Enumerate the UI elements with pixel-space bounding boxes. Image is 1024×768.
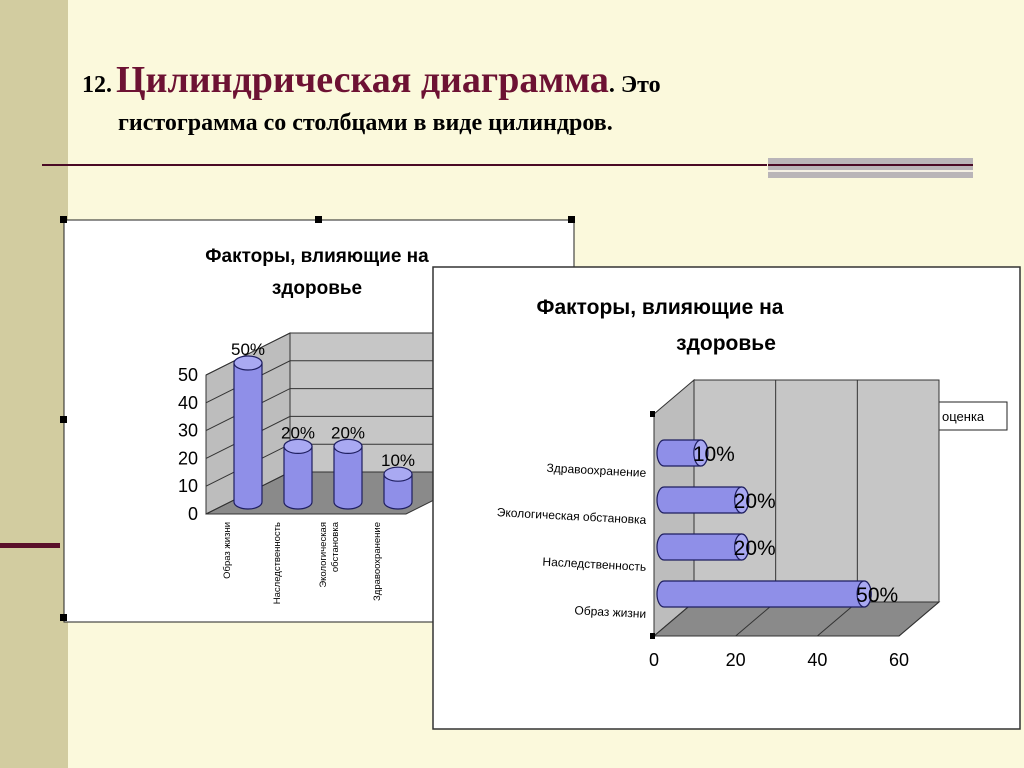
chart1-y-tick-label: 30 <box>177 420 198 441</box>
selection-handle[interactable] <box>60 216 67 223</box>
slide-title-rest: . Это <box>608 72 661 98</box>
chart1-y-tick-label: 40 <box>177 392 198 413</box>
chart2-category-label: Образ жизни <box>574 603 647 621</box>
chart1-data-label: 20% <box>280 423 316 443</box>
chart2-x-tick-label: 0 <box>648 650 660 670</box>
chart2-title-line1: Факторы, влияющие на <box>536 296 784 319</box>
chart2-data-label: 20% <box>733 537 776 560</box>
legend-label: оценка <box>942 409 985 424</box>
chart1-title-line2: здоровье <box>271 278 363 299</box>
chart1-y-tick-label: 10 <box>177 476 198 497</box>
chart1-data-label: 10% <box>380 451 416 471</box>
selection-handle[interactable] <box>60 614 67 621</box>
slide-title: Цилиндрическая диаграмма <box>116 59 609 101</box>
title-divider <box>42 164 767 166</box>
chart1-data-label: 50% <box>230 340 266 359</box>
chart2-bar <box>657 581 871 607</box>
chart2-axis-marker <box>650 411 655 417</box>
chart1-bar <box>234 363 262 509</box>
chart1-category-label: Экологическая <box>318 522 329 588</box>
slide-number: 12. <box>82 72 112 98</box>
chart2-x-tick-label: 20 <box>725 650 746 670</box>
chart2-category-label: Здравоохранение <box>546 460 647 480</box>
horizontal-cylinder-chart[interactable] <box>432 266 1022 732</box>
chart1-bar <box>284 446 312 509</box>
side-decoration-line <box>0 543 60 548</box>
slide-heading <box>82 58 982 136</box>
selection-handle[interactable] <box>568 216 575 223</box>
chart2-data-label: 20% <box>733 490 776 513</box>
chart2-category-label: Экологическая обстановка <box>496 505 647 527</box>
chart1-bar <box>334 446 362 509</box>
chart1-category-label: обстановка <box>330 522 341 573</box>
chart1-category-label: Образ жизни <box>222 522 233 579</box>
chart2-data-label: 10% <box>692 443 735 466</box>
chart2-title-line2: здоровье <box>676 332 776 355</box>
chart1-category-label: Наследственность <box>272 522 283 605</box>
chart1-y-tick-label: 50 <box>177 365 198 385</box>
chart1-title-line1: Факторы, влияющие на <box>205 246 429 267</box>
selection-handle[interactable] <box>315 216 322 223</box>
slide-subtitle: гистограмма со столбцами в виде цилиндров. <box>118 110 613 136</box>
chart1-category-label: Здравоохранение <box>372 522 383 601</box>
chart2-category-label: Наследственность <box>542 554 647 574</box>
chart2-x-tick-label: 40 <box>807 650 828 670</box>
selection-handle[interactable] <box>60 416 67 423</box>
chart1-y-tick-label: 0 <box>187 504 198 524</box>
chart1-y-tick-label: 20 <box>177 448 198 469</box>
chart2-axis-marker <box>650 633 655 639</box>
title-divider-block <box>768 158 973 178</box>
chart2-data-label: 50% <box>856 584 899 607</box>
chart2-x-tick-label: 60 <box>888 650 910 670</box>
side-decoration-bar <box>0 0 68 768</box>
chart1-data-label: 20% <box>330 423 366 443</box>
